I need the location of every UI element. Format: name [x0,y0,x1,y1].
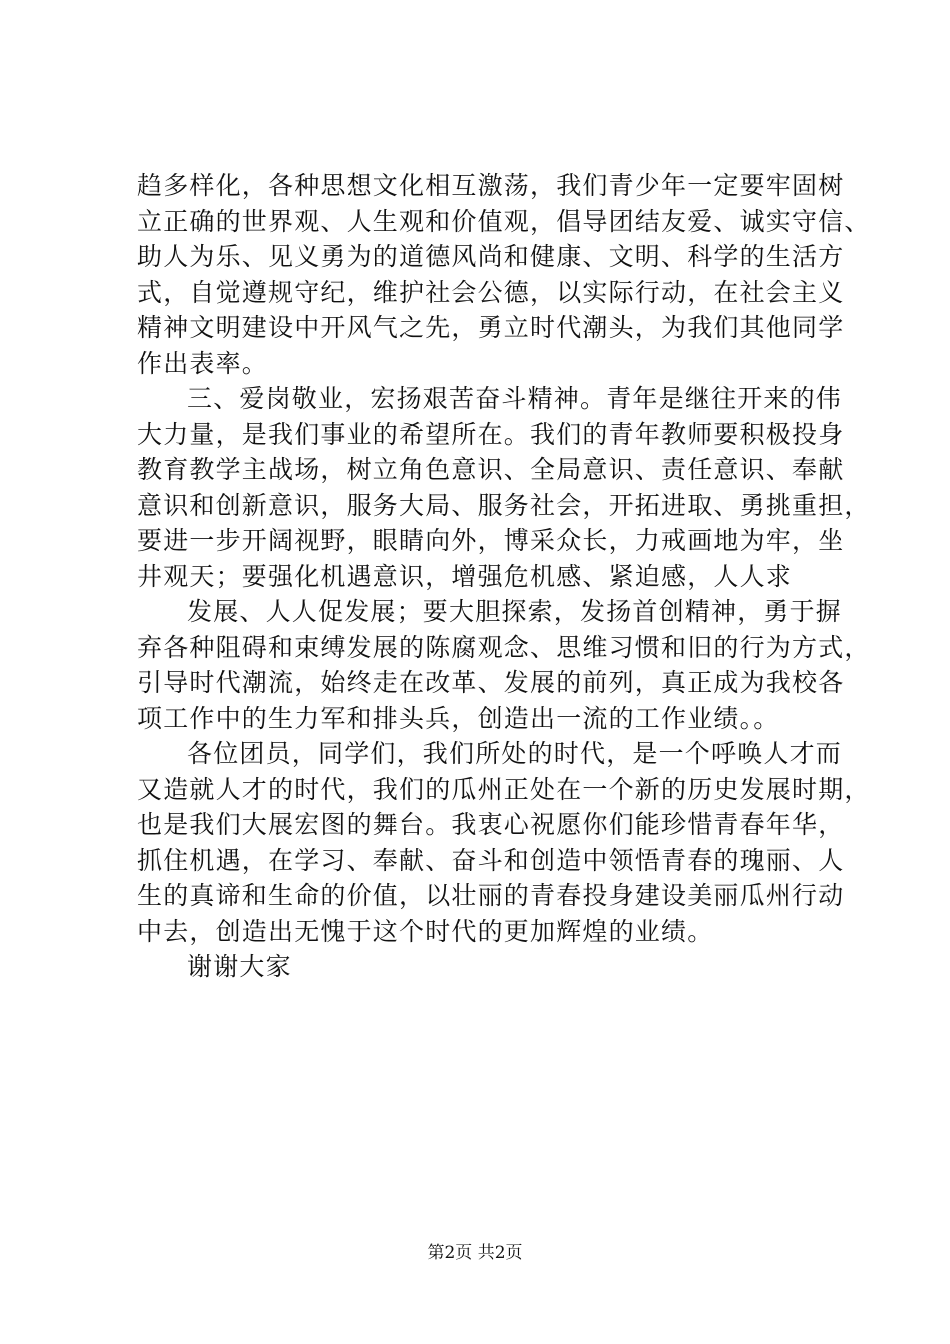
text-line: 作出表率。 [137,348,269,378]
text-line: 教育教学主战场，树立角色意识、全局意识、责任意识、奉献 [137,455,845,484]
text-line: 趋多样化，各种思想文化相互激荡，我们青少年一定要牢固树 [137,171,845,200]
document-body [137,168,871,985]
text-line: 中去，创造出无愧于这个时代的更加辉煌的业绩。 [137,916,714,946]
page-footer: 第2页 共2页 [427,1243,523,1263]
text-line: 意识和创新意识，服务大局、服务社会，开拓进取、勇挑重担， [137,490,871,520]
text-line: 井观天；要强化机遇意识，增强危机感、紧迫感，人人求 [137,561,793,591]
paragraph-start-line: 三、爱岗敬业，宏扬艰苦奋斗精神。青年是继往开来的伟 [187,384,843,413]
text-line: 要进一步开阔视野，眼睛向外，博采众长，力戒画地为牢，坐 [137,526,845,555]
text-line: 项工作中的生力军和排头兵，创造出一流的工作业绩。。 [137,703,780,733]
text-line: 大力量，是我们事业的希望所在。我们的青年教师要积极投身 [137,419,845,449]
text-line: 弃各种阻碍和束缚发展的陈腐观念、思维习惯和旧的行为方式， [137,632,871,662]
text-line: 引导时代潮流，始终走在改革、发展的前列，真正成为我校各 [137,668,845,697]
text-line: 精神文明建设中开风气之先，勇立时代潮头，为我们其他同学 [137,313,845,342]
text-line: 生的真谛和生命的价值，以壮丽的青春投身建设美丽瓜州行动 [137,881,845,910]
closing-line: 谢谢大家 [187,952,292,981]
text-line: 也是我们大展宏图的舞台。我衷心祝愿你们能珍惜青春年华， [137,810,845,839]
text-line: 式，自觉遵规守纪，维护社会公德，以实际行动，在社会主义 [137,277,845,307]
paragraph-start-line: 发展、人人促发展；要大胆探索，发扬首创精神，勇于摒 [187,597,843,626]
text-line: 抓住机遇，在学习、奉献、奋斗和创造中领悟青春的瑰丽、人 [137,845,845,875]
text-line: 又造就人才的时代，我们的瓜州正处在一个新的历史发展时期， [137,774,871,804]
text-line: 立正确的世界观、人生观和价值观，倡导团结友爱、诚实守信、 [137,206,871,236]
paragraph-start-line: 各位团员，同学们，我们所处的时代，是一个呼唤人才而 [187,739,843,768]
text-line: 助人为乐、见义勇为的道德风尚和健康、文明、科学的生活方 [137,242,845,271]
